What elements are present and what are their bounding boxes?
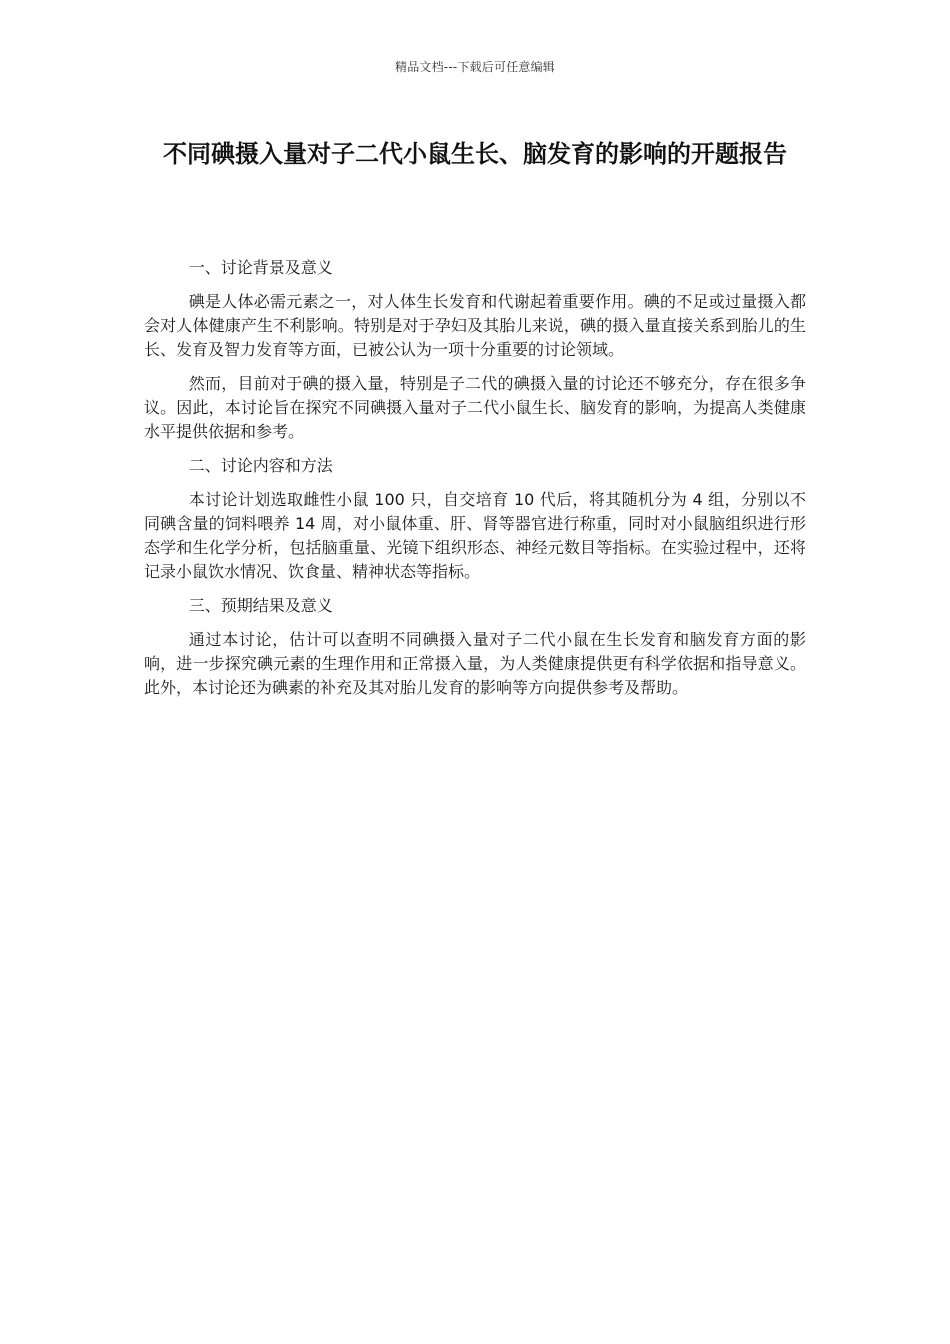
- paragraph: 本讨论计划选取雌性小鼠 100 只，自交培育 10 代后，将其随机分为 4 组，分别以不同碘含量的饲料喂养 14 周，对小鼠体重、肝、肾等器官进行称重，同时对小鼠脑组织进行形态学和生化学分析，包括脑重量、光镜下组织形态、神经元数目等指标。在实验过程中，还将记录小鼠饮水情况、饮食量、精神状态等指标。: [144, 490, 806, 581]
- document-body: [144, 256, 806, 710]
- paragraph: 然而，目前对于碘的摄入量，特别是子二代的碘摄入量的讨论还不够充分，存在很多争议。因此，本讨论旨在探究不同碘摄入量对子二代小鼠生长、脑发育的影响，为提高人类健康水平提供依据和参考。: [144, 374, 806, 441]
- section-heading: 一、讨论背景及意义: [188, 258, 333, 277]
- paragraph: 通过本讨论，估计可以查明不同碘摄入量对子二代小鼠在生长发育和脑发育方面的影响，进一步探究碘元素的生理作用和正常摄入量，为人类健康提供更有科学依据和指导意义。此外，本讨论还为碘素的补充及其对胎儿发育的影响等方向提供参考及帮助。: [144, 630, 806, 697]
- document-title: 不同碘摄入量对子二代小鼠生长、脑发育的影响的开题报告: [163, 140, 787, 168]
- section-heading: 二、讨论内容和方法: [188, 456, 333, 475]
- section-background: [144, 256, 806, 444]
- section-methods: [144, 454, 806, 584]
- paragraph: 碘是人体必需元素之一，对人体生长发育和代谢起着重要作用。碘的不足或过量摄入都会对人体健康产生不利影响。特别是对于孕妇及其胎儿来说，碘的摄入量直接关系到胎儿的生长、发育及智力发育等方面，已被公认为一项十分重要的讨论领域。: [144, 292, 806, 359]
- header-note: 精品文档---下载后可任意编辑: [395, 60, 555, 74]
- section-heading: 三、预期结果及意义: [188, 596, 333, 615]
- section-expected-results: [144, 594, 806, 700]
